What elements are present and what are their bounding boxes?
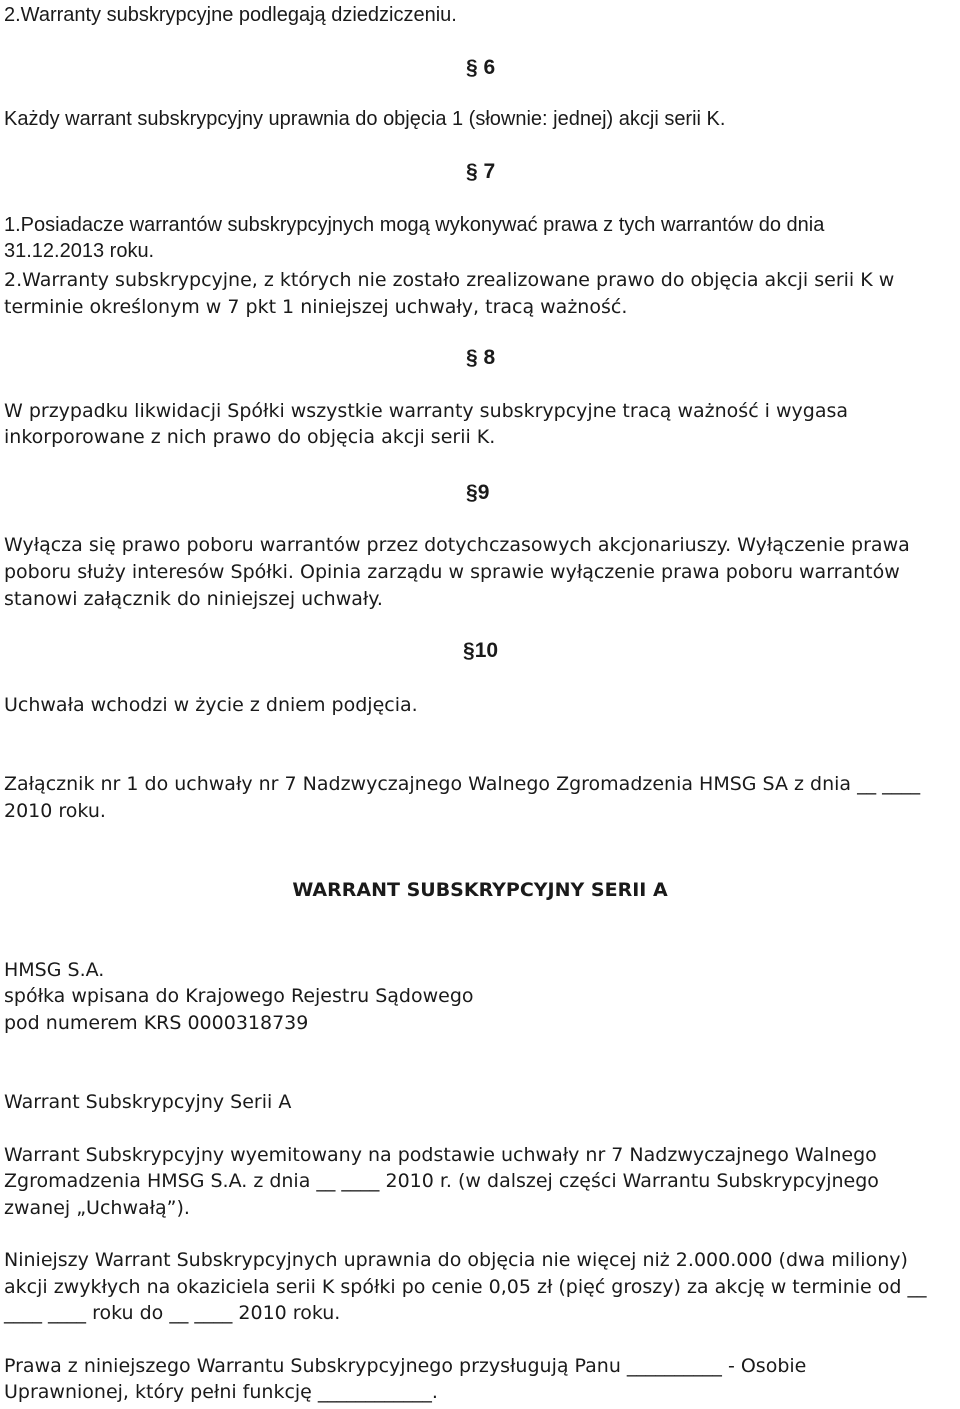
- paragraph-1-line-3: zwanej „Uchwałą”).: [4, 1197, 190, 1219]
- section-10-heading: §10: [463, 639, 499, 662]
- warrant-heading: Warrant Subskrypcyjny Serii A: [4, 1091, 292, 1113]
- section-8-line-1: W przypadku likwidacji Spółki wszystkie warranty subskrypcyjne tracą ważność i wygasa: [4, 400, 849, 422]
- section-6-heading: § 6: [466, 56, 496, 79]
- warrant-title: WARRANT SUBSKRYPCYJNY SERII A: [292, 879, 668, 901]
- section-7-line-4: terminie określonym w 7 pkt 1 niniejszej uchwały, tracą ważność.: [4, 296, 628, 318]
- intro-tail-text: 2.Warranty subskrypcyjne podlegają dziedziczeniu.: [4, 4, 457, 26]
- section-8-number: 8: [483, 346, 496, 369]
- section-7-number: 7: [483, 160, 496, 183]
- section-9-line-2: poboru służy interesów Spółki. Opinia zarządu w sprawie wyłączenie prawa poboru warrantów: [4, 561, 900, 583]
- section-8-heading: § 8: [466, 346, 496, 369]
- paragraph-3-line-2: Uprawnionej, który pełni funkcję ____________.: [4, 1381, 438, 1403]
- section-10-text: Uchwała wchodzi w życie z dniem podjęcia.: [4, 694, 418, 716]
- section-8-line-2: inkorporowane z nich prawo do objęcia akcji serii K.: [4, 426, 496, 448]
- section-9-line-3: stanowi załącznik do niniejszej uchwały.: [4, 588, 383, 610]
- section-6-text: Każdy warrant subskrypcyjny uprawnia do objęcia 1 (słownie: jednej) akcji serii K.: [4, 108, 726, 130]
- krs-number: pod numerem KRS 0000318739: [4, 1012, 309, 1034]
- paragraph-1-line-2: Zgromadzenia HMSG S.A. z dnia __ ____ 2010 r. (w dalszej części Warrantu Subskrypcyjnego: [4, 1170, 879, 1192]
- section-10-number: 10: [474, 639, 499, 662]
- section-6-number: 6: [483, 56, 496, 79]
- registry-text: spółka wpisana do Krajowego Rejestru Sądowego: [4, 985, 474, 1007]
- paragraph-2-line-2: akcji zwykłych na okaziciela serii K spółki po cenie 0,05 zł (pięć groszy) za akcję w terminie od __: [4, 1276, 927, 1298]
- section-9-heading: §9: [466, 481, 490, 504]
- section-7-line-3: 2.Warranty subskrypcyjne, z których nie zostało zrealizowane prawo do objęcia akcji serii K w: [4, 269, 895, 291]
- section-7-line-2: 31.12.2013 roku.: [4, 240, 155, 262]
- company-name: HMSG S.A.: [4, 959, 105, 981]
- paragraph-2-line-1: Niniejszy Warrant Subskrypcyjnych uprawnia do objęcia nie więcej niż 2.000.000 (dwa miliony): [4, 1249, 908, 1271]
- paragraph-1-line-1: Warrant Subskrypcyjny wyemitowany na podstawie uchwały nr 7 Nadzwyczajnego Walnego: [4, 1144, 877, 1166]
- paragraph-3-line-1: Prawa z niniejszego Warrantu Subskrypcyjnego przysługują Panu __________ - Osobie: [4, 1355, 807, 1377]
- section-7-line-1: 1.Posiadacze warrantów subskrypcyjnych mogą wykonywać prawa z tych warrantów do dnia: [4, 214, 825, 236]
- section-9-number: 9: [477, 481, 490, 504]
- annex-line-2: 2010 roku.: [4, 800, 106, 822]
- annex-line-1: Załącznik nr 1 do uchwały nr 7 Nadzwyczajnego Walnego Zgromadzenia HMSG SA z dnia __ ____: [4, 773, 921, 795]
- paragraph-2-line-3: ____ ____ roku do __ ____ 2010 roku.: [4, 1302, 341, 1324]
- section-9-line-1: Wyłącza się prawo poboru warrantów przez dotychczasowych akcjonariuszy. Wyłączenie prawa: [4, 534, 910, 556]
- section-7-heading: § 7: [466, 160, 496, 183]
